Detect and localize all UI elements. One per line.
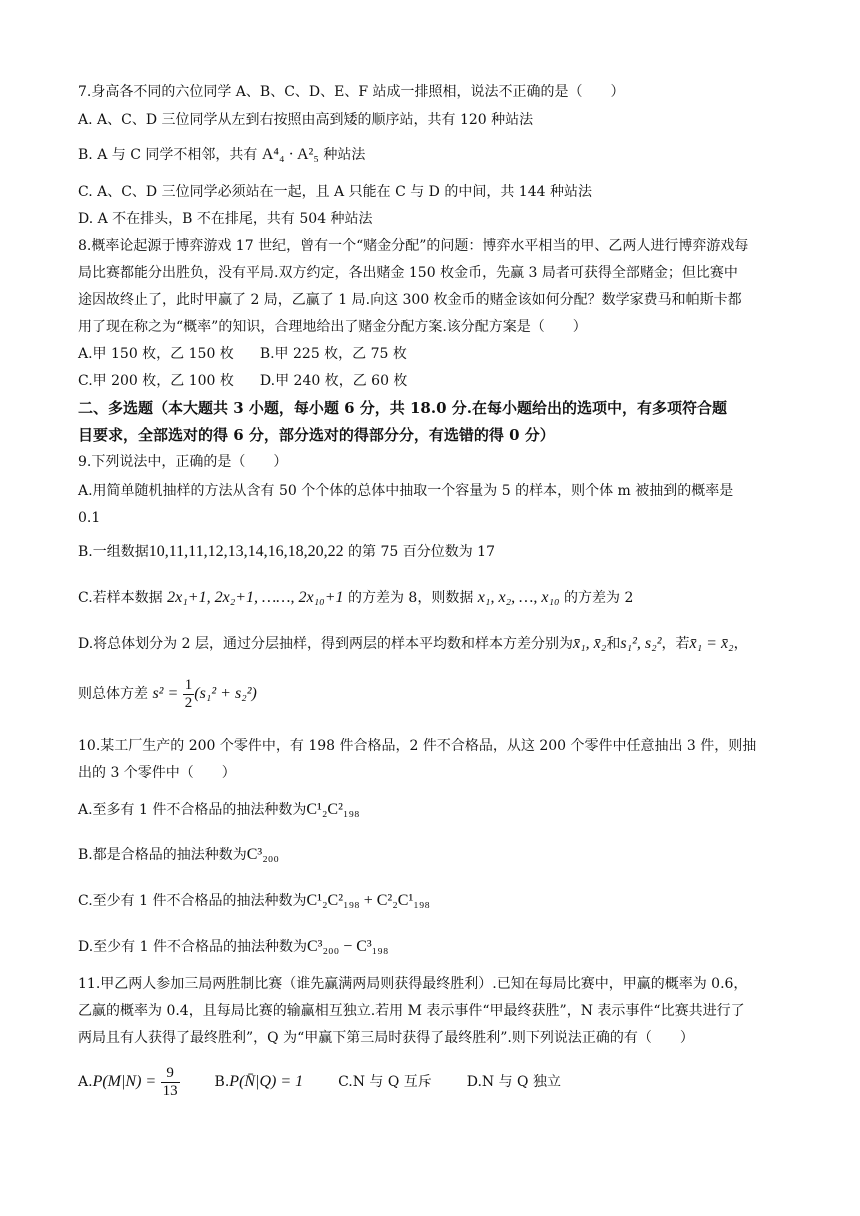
section-2-heading-line-2: 目要求，全部选对的得 6 分，部分选对的得部分分，有选错的得 0 分） <box>78 426 555 444</box>
q7-option-b-text: B. A 与 C 同学不相邻，共有 <box>78 147 262 163</box>
q7-option-b <box>78 145 790 165</box>
q10-option-a <box>78 800 790 820</box>
q10-line-1: 10.某工厂生产的 200 个零件中，有 198 件合格品，2 件不合格品，从这 200 个零件中任意抽出 3 件，则抽 <box>78 738 757 754</box>
q7-option-c: C. A、C、D 三位同学必须站在一起，且 A 只能在 C 与 D 的中间，共 144 种站法 <box>78 184 592 200</box>
q10-option-c-text: C.至少有 1 件不合格品的抽法种数为 <box>78 893 307 909</box>
q9-option-d-formula-means: x̄₁, x̄₂ <box>572 635 607 652</box>
q7-option-b-suffix: 种站法 <box>318 147 366 163</box>
q8-line-2: 局比赛都能分出胜负，没有平局.双方约定，各出赌金 150 枚金币，先赢 3 局者可获得全部赌金；但比赛中 <box>78 265 738 281</box>
q7-option-d: D. A 不在排头，B 不在排尾，共有 504 种站法 <box>78 211 373 227</box>
q10-option-b <box>78 845 790 865</box>
q9-option-d-text: D.将总体划分为 2 层，通过分层抽样，得到两层的样本平均数和样本方差分别为 <box>78 636 573 652</box>
q8-option-c: C.甲 200 枚，乙 100 枚 <box>78 373 234 389</box>
q11-option-a-label: A. <box>78 1074 93 1090</box>
q9-option-d-if: ，若 <box>661 636 690 652</box>
q8-options-row-2 <box>78 371 790 391</box>
q11-option-a-fraction <box>161 1065 180 1100</box>
q7-stem: 7.身高各不同的六位同学 A、B、C、D、E、F 站成一排照相，说法不正确的是（ ） <box>78 84 625 100</box>
q10-line-2: 出的 3 个零件中（ ） <box>78 765 236 781</box>
q9-option-b-formula: 10,11,11,12,13,14,16,18,20,22 <box>148 543 344 560</box>
q10-option-d-text: D.至少有 1 件不合格品的抽法种数为 <box>78 939 307 955</box>
q11-option-a-numerator: 9 <box>161 1065 180 1083</box>
q9-option-d-fraction-denominator: 2 <box>184 694 193 711</box>
q8-line-3: 途因故终止了，此时甲赢了 2 局，乙赢了 1 局.向这 300 枚金币的赌金该如何分配？数学家费马和帕斯卡都 <box>78 292 742 308</box>
q9-option-a-line-1: A.用简单随机抽样的方法从含有 50 个个体的总体中抽取一个容量为 5 的样本，则个体 m 被抽到的概率是 <box>78 483 734 499</box>
q9-option-d-comma: ， <box>733 636 748 652</box>
q9-stem: 9.下列说法中，正确的是（ ） <box>78 454 288 470</box>
q9-option-c-formula-1: 2x₁+1, 2x₂+1, ……, 2x₁₀+1 <box>167 589 344 606</box>
q9-option-d-line-2 <box>78 674 790 714</box>
q10-option-d <box>78 937 790 957</box>
q8-line-4: 用了现在称之为“概率”的知识，合理地给出了赌金分配方案.该分配方案是（ ） <box>78 319 587 335</box>
q9-option-d-formula-variances: s₁², s₂² <box>620 635 662 652</box>
q9-option-c-formula-2: x₁, x₂, …, x₁₀ <box>477 589 560 606</box>
q9-option-d-line-1 <box>78 634 790 654</box>
q9-option-d-fraction <box>183 677 195 712</box>
q9-option-d-fraction-numerator: 1 <box>184 676 193 693</box>
q9-option-d-rhs: (s₁² + s₂²) <box>194 685 257 702</box>
q9-option-c-mid: 的方差为 8，则数据 <box>343 590 478 606</box>
q9-option-c <box>78 588 790 608</box>
q9-option-b <box>78 542 790 562</box>
q7-option-a: A. A、C、D 三位同学从左到右按照由高到矮的顺序站，共有 120 种站法 <box>78 112 534 128</box>
q9-option-c-suffix: 的方差为 2 <box>559 590 634 606</box>
section-2-heading-line-1: 二、多选题（本大题共 3 小题，每小题 6 分，共 18.0 分.在每小题给出的选项中，有多项符合题 <box>78 399 727 417</box>
q10-option-b-formula: C³₂₀₀ <box>246 846 279 863</box>
q11-line-3: 两局且有人获得了最终胜利”，Q 为“甲赢下第三局时获得了最终胜利”.则下列说法正确的有（ ） <box>78 1030 694 1046</box>
q8-option-b: B.甲 225 枚，乙 75 枚 <box>259 346 407 362</box>
q11-line-1: 11.甲乙两人参加三局两胜制比赛（谁先赢满两局则获得最终胜利）.已知在每局比赛中，甲赢的概率为 0.6， <box>78 976 748 992</box>
q11-line-2: 乙赢的概率为 0.4，且每局比赛的输赢相互独立.若用 M 表示事件“甲最终获胜”，N 表示事件“比赛共进行了 <box>78 1003 745 1019</box>
q9-option-c-text: C.若样本数据 <box>78 590 168 606</box>
q9-option-d-total-text: 则总体方差 <box>78 686 153 702</box>
q7-option-b-formula: A⁴₄ · A²₅ <box>261 146 319 163</box>
q11-options-row <box>78 1062 790 1102</box>
q10-option-a-formula: C¹₂C²₁₉₈ <box>306 801 360 818</box>
q11-option-d: D.N 与 Q 独立 <box>466 1074 561 1090</box>
q8-option-d: D.甲 240 枚，乙 60 枚 <box>259 373 408 389</box>
q10-option-d-formula: C³₂₀₀ − C³₁₉₈ <box>306 938 389 955</box>
q11-option-c: C.N 与 Q 互斥 <box>338 1074 432 1090</box>
q8-option-a: A.甲 150 枚，乙 150 枚 <box>78 346 234 362</box>
q9-option-d-and: 和 <box>606 636 621 652</box>
q8-line-1: 8.概率论起源于博弈游戏 17 世纪，曾有一个“赌金分配”的问题：博弈水平相当的甲、乙两人进行博弈游戏每 <box>78 238 749 254</box>
q11-option-b-formula: P(N̄|Q) = 1 <box>229 1073 304 1090</box>
q9-option-d-lhs: s² = <box>152 685 179 702</box>
q9-option-a-line-2: 0.1 <box>78 510 101 526</box>
q10-option-b-text: B.都是合格品的抽法种数为 <box>78 847 247 863</box>
q11-option-a-lhs: P(M|N) = <box>92 1073 157 1090</box>
q9-option-b-text: B.一组数据 <box>78 544 149 560</box>
q10-option-c <box>78 891 790 911</box>
q9-option-d-formula-equal: x̄₁ = x̄₂ <box>689 635 734 652</box>
q11-option-a-denominator: 13 <box>162 1082 178 1099</box>
q11-option-b-label: B. <box>214 1074 230 1090</box>
q9-option-b-suffix: 的第 75 百分位数为 17 <box>343 544 495 560</box>
q10-option-a-text: A.至多有 1 件不合格品的抽法种数为 <box>78 802 307 818</box>
q10-option-c-formula: C¹₂C²₁₉₈ + C²₂C¹₁₉₈ <box>306 892 431 909</box>
q8-options-row-1 <box>78 344 790 364</box>
